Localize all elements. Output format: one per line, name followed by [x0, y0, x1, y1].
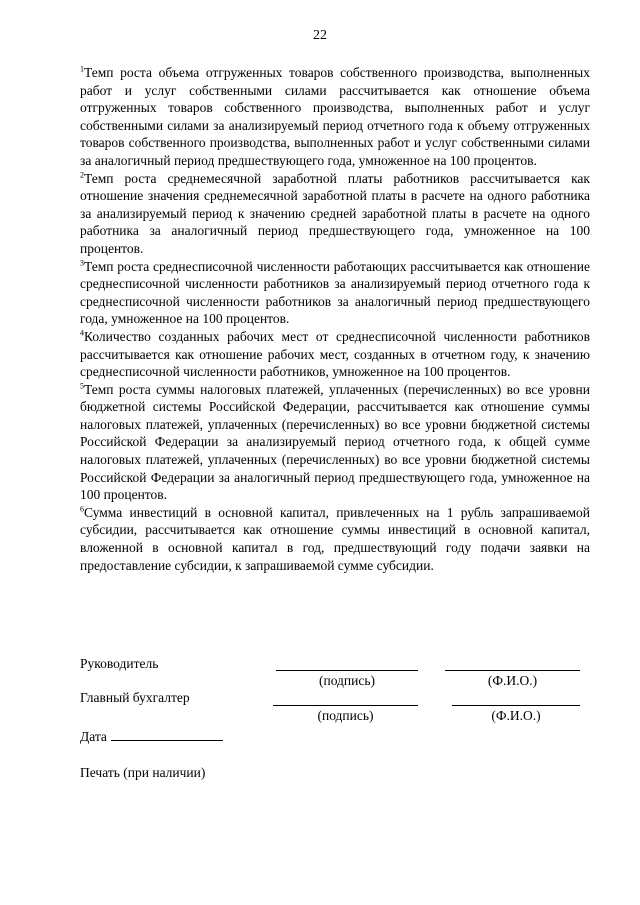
footnote-5 [80, 381, 590, 504]
head-label: Руководитель [80, 656, 159, 671]
footnote-marker: 1 [80, 64, 84, 74]
head-name-line[interactable] [445, 670, 580, 671]
footnotes [80, 64, 590, 574]
footnote-marker: 2 [80, 170, 84, 180]
accountant-name-line[interactable] [452, 705, 580, 706]
seal-block [80, 765, 590, 781]
name-caption: (Ф.И.О.) [487, 673, 538, 688]
footnote-marker: 3 [80, 258, 84, 268]
footnote-6 [80, 504, 590, 574]
footnote-marker: 4 [80, 328, 84, 338]
footnote-text: Сумма инвестиций в основной капитал, привлеченных на 1 рубль запрашиваемой субсидии, рассчитывается как отношение суммы инвестиций в основной капитал, вложенной в основной капитал в год, предшествующий году подачи заявки на предоставление субсидии, к запрашиваемой сумме субсидии. [80, 504, 590, 573]
date-line[interactable] [111, 728, 223, 741]
footnote-marker: 5 [80, 381, 84, 391]
footnote-marker: 6 [80, 504, 84, 514]
date-label: Дата [80, 729, 107, 744]
footnote-2 [80, 170, 590, 258]
footnote-text: Количество созданных рабочих мест от среднесписочной численности работников рассчитывается как отношение рабочих мест, созданных в отчетном году, к значению среднесписочной численности работников, умноженное на 100 процентов. [80, 328, 590, 380]
footnote-4 [80, 328, 590, 381]
accountant-signature-block [80, 690, 590, 730]
date-block [80, 728, 590, 745]
signature-caption: (подпись) [317, 708, 374, 723]
accountant-signature-line[interactable] [273, 705, 418, 706]
seal-label: Печать (при наличии) [80, 765, 206, 780]
page-number: 22 [313, 28, 327, 43]
footnote-text: Темп роста среднесписочной численности работающих рассчитывается как отношение среднесписочной численности работников за анализируемый период отчетного года к среднесписочной численности работников за аналогичный период предшествующего года, умноженное на 100 процентов. [80, 258, 590, 327]
footnote-1 [80, 64, 590, 170]
footnote-text: Темп роста объема отгруженных товаров собственного производства, выполненных работ и услуг собственными силами рассчитывается как отношение объема отгруженных товаров собственного производства, выполненных работ и услуг собственными силами за анализируемый период отчетного года к объему отгруженных товаров собственного производства, выполненных работ и услуг собственными силами за аналогичный период предшествующего года, умноженное на 100 процентов. [80, 65, 590, 168]
footnote-text: Темп роста среднемесячной заработной платы работников рассчитывается как отношение значения среднемесячной заработной платы в расчете на одного работника за анализируемый период к значению средней заработной платы в расчете на одного работника за аналогичный период предшествующего года, умноженное на 100 процентов. [80, 170, 590, 256]
name-caption: (Ф.И.О.) [491, 708, 541, 723]
signature-caption: (подпись) [318, 673, 376, 688]
footnote-3 [80, 258, 590, 328]
footnote-text: Темп роста суммы налоговых платежей, уплаченных (перечисленных) во все уровни бюджетной системы Российской Федерации, рассчитывается как отношение суммы налоговых платежей, уплаченных (перечисленных) во все уровни бюджетной системы Российской Федерации за анализируемый период отчетного года, к общей сумме налоговых платежей, уплаченных (перечисленных) во все уровни бюджетной системы Российской Федерации за аналогичный период предшествующего года, умноженное на 100 процентов. [80, 381, 590, 503]
accountant-label: Главный бухгалтер [80, 690, 190, 705]
head-signature-line[interactable] [276, 670, 418, 671]
